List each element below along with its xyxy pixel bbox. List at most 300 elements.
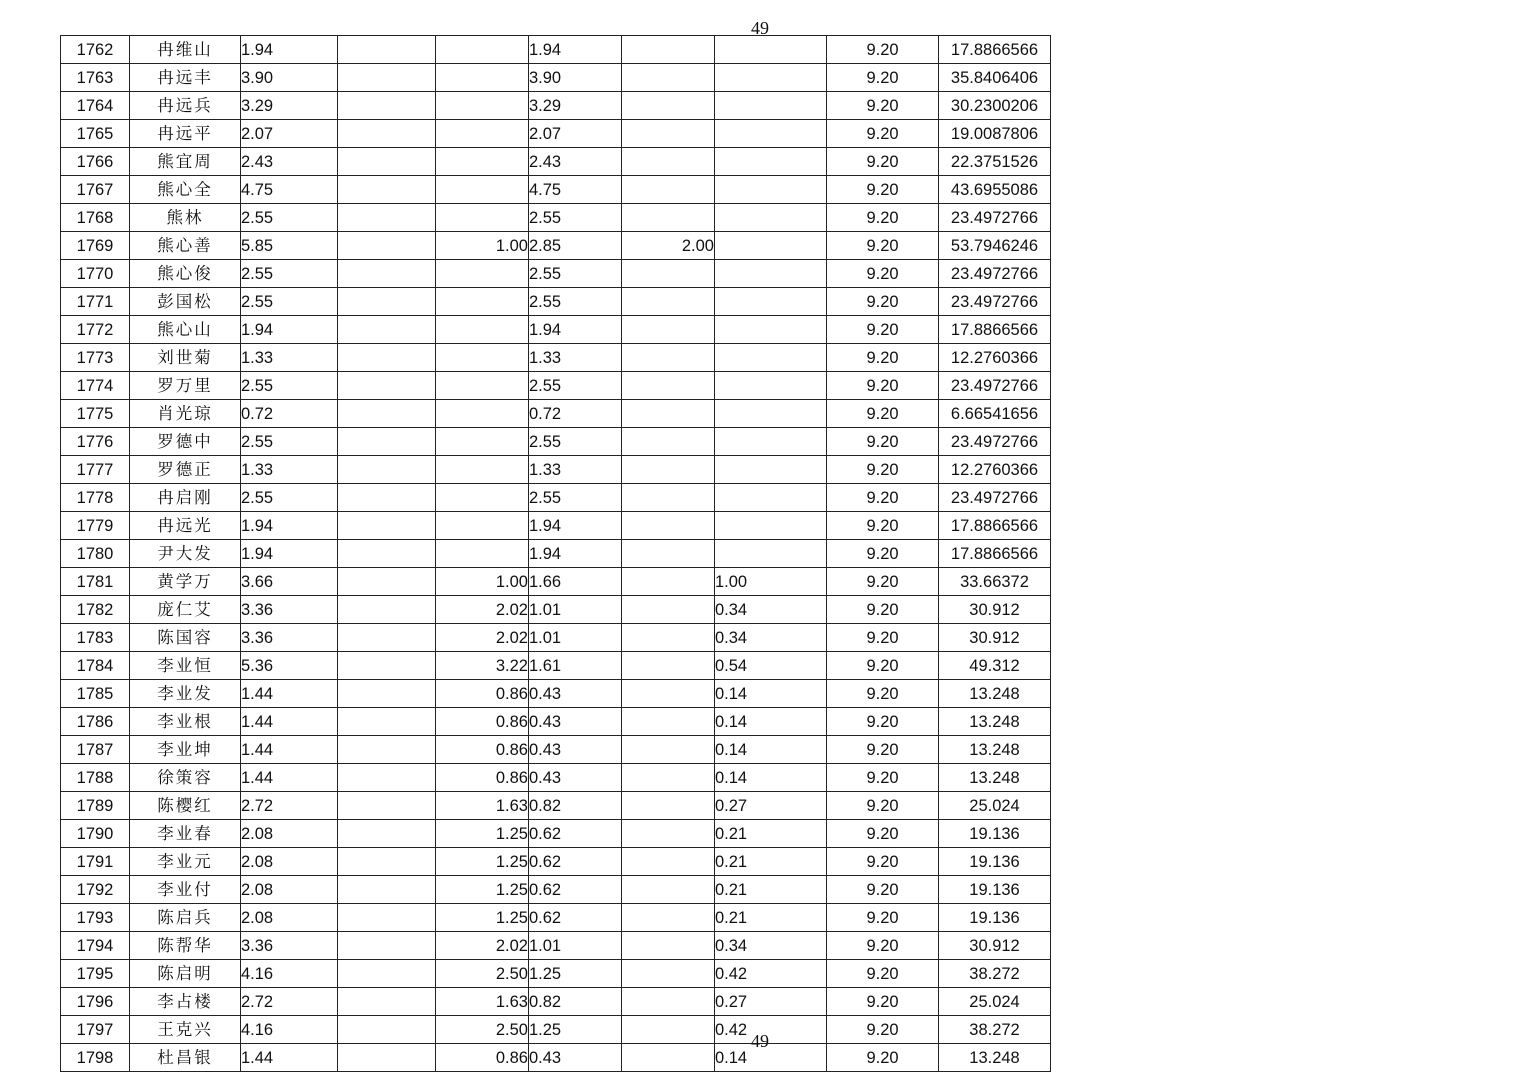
table-row [61, 652, 1051, 680]
row-col-a-cell [338, 680, 436, 708]
row-total-cell: 2.08 [241, 904, 338, 932]
row-col-b-cell [436, 260, 529, 288]
row-col-a-cell [338, 904, 436, 932]
row-col-d-cell [622, 568, 715, 596]
row-col-d-cell [622, 876, 715, 904]
row-col-e-cell: 0.14 [715, 708, 827, 736]
row-name-cell: 庞仁艾 [130, 596, 241, 624]
row-amount-cell: 23.4972766 [939, 372, 1051, 400]
row-price-cell: 9.20 [827, 624, 939, 652]
row-amount-cell: 13.248 [939, 764, 1051, 792]
row-col-d-cell [622, 540, 715, 568]
row-total-cell: 2.55 [241, 372, 338, 400]
row-price-cell: 9.20 [827, 540, 939, 568]
row-col-e-cell [715, 120, 827, 148]
row-id-cell: 1795 [61, 960, 130, 988]
row-name-cell: 熊林 [130, 204, 241, 232]
row-col-d-cell [622, 148, 715, 176]
row-col-d-cell [622, 512, 715, 540]
row-col-b-cell: 0.86 [436, 764, 529, 792]
table-row [61, 176, 1051, 204]
row-col-c-cell: 2.07 [529, 120, 622, 148]
row-col-a-cell [338, 652, 436, 680]
row-col-e-cell [715, 400, 827, 428]
row-col-c-cell: 2.55 [529, 484, 622, 512]
table-row [61, 792, 1051, 820]
row-amount-cell: 23.4972766 [939, 260, 1051, 288]
row-total-cell: 1.33 [241, 344, 338, 372]
row-col-d-cell [622, 316, 715, 344]
row-col-c-cell: 0.82 [529, 792, 622, 820]
row-col-e-cell: 0.27 [715, 792, 827, 820]
row-col-c-cell: 2.55 [529, 372, 622, 400]
row-col-c-cell: 1.25 [529, 1016, 622, 1044]
row-col-b-cell [436, 148, 529, 176]
row-col-b-cell: 2.50 [436, 960, 529, 988]
row-amount-cell: 38.272 [939, 960, 1051, 988]
row-col-a-cell [338, 400, 436, 428]
row-name-cell: 李业付 [130, 876, 241, 904]
table-row [61, 288, 1051, 316]
row-col-b-cell [436, 484, 529, 512]
row-total-cell: 1.33 [241, 456, 338, 484]
row-col-d-cell [622, 708, 715, 736]
row-col-b-cell: 0.86 [436, 708, 529, 736]
row-col-a-cell [338, 1044, 436, 1072]
row-amount-cell: 13.248 [939, 1044, 1051, 1072]
table-row [61, 540, 1051, 568]
row-amount-cell: 19.136 [939, 820, 1051, 848]
row-name-cell: 罗万里 [130, 372, 241, 400]
row-col-b-cell: 1.00 [436, 568, 529, 596]
row-price-cell: 9.20 [827, 848, 939, 876]
row-col-b-cell: 2.02 [436, 932, 529, 960]
row-amount-cell: 43.6955086 [939, 176, 1051, 204]
row-col-b-cell: 1.63 [436, 792, 529, 820]
row-col-d-cell [622, 764, 715, 792]
row-name-cell: 李业恒 [130, 652, 241, 680]
row-col-e-cell [715, 316, 827, 344]
row-col-b-cell: 2.02 [436, 624, 529, 652]
row-id-cell: 1779 [61, 512, 130, 540]
row-id-cell: 1798 [61, 1044, 130, 1072]
row-col-c-cell: 3.29 [529, 92, 622, 120]
row-amount-cell: 30.912 [939, 932, 1051, 960]
row-col-a-cell [338, 596, 436, 624]
row-total-cell: 2.08 [241, 848, 338, 876]
row-amount-cell: 30.912 [939, 596, 1051, 624]
row-col-a-cell [338, 540, 436, 568]
row-total-cell: 0.72 [241, 400, 338, 428]
row-col-d-cell [622, 680, 715, 708]
row-col-c-cell: 0.43 [529, 680, 622, 708]
row-col-d-cell [622, 288, 715, 316]
row-amount-cell: 38.272 [939, 1016, 1051, 1044]
row-col-a-cell [338, 960, 436, 988]
row-col-d-cell [622, 596, 715, 624]
row-price-cell: 9.20 [827, 736, 939, 764]
row-total-cell: 1.44 [241, 680, 338, 708]
row-id-cell: 1774 [61, 372, 130, 400]
row-col-e-cell [715, 148, 827, 176]
row-col-d-cell [622, 456, 715, 484]
row-name-cell: 陈帮华 [130, 932, 241, 960]
row-id-cell: 1785 [61, 680, 130, 708]
row-price-cell: 9.20 [827, 344, 939, 372]
row-amount-cell: 17.8866566 [939, 540, 1051, 568]
row-col-a-cell [338, 456, 436, 484]
row-col-a-cell [338, 64, 436, 92]
row-col-c-cell: 4.75 [529, 176, 622, 204]
row-price-cell: 9.20 [827, 652, 939, 680]
row-total-cell: 2.72 [241, 988, 338, 1016]
row-name-cell: 李业发 [130, 680, 241, 708]
row-price-cell: 9.20 [827, 176, 939, 204]
row-col-d-cell [622, 92, 715, 120]
row-col-c-cell: 2.55 [529, 288, 622, 316]
row-col-c-cell: 1.01 [529, 624, 622, 652]
table-row [61, 204, 1051, 232]
row-col-d-cell [622, 36, 715, 64]
row-name-cell: 冉启刚 [130, 484, 241, 512]
row-name-cell: 尹大发 [130, 540, 241, 568]
table-row [61, 316, 1051, 344]
ledger-table [60, 35, 1051, 1072]
table-row [61, 428, 1051, 456]
row-col-d-cell [622, 736, 715, 764]
row-price-cell: 9.20 [827, 820, 939, 848]
row-col-a-cell [338, 848, 436, 876]
row-col-d-cell [622, 904, 715, 932]
row-col-e-cell: 0.27 [715, 988, 827, 1016]
row-col-d-cell [622, 204, 715, 232]
row-price-cell: 9.20 [827, 988, 939, 1016]
row-price-cell: 9.20 [827, 204, 939, 232]
row-price-cell: 9.20 [827, 932, 939, 960]
row-col-a-cell [338, 876, 436, 904]
row-price-cell: 9.20 [827, 1044, 939, 1072]
row-total-cell: 2.55 [241, 260, 338, 288]
row-price-cell: 9.20 [827, 316, 939, 344]
row-price-cell: 9.20 [827, 64, 939, 92]
row-amount-cell: 13.248 [939, 736, 1051, 764]
row-name-cell: 冉远兵 [130, 92, 241, 120]
row-id-cell: 1764 [61, 92, 130, 120]
row-name-cell: 李业坤 [130, 736, 241, 764]
row-col-e-cell [715, 372, 827, 400]
row-total-cell: 1.44 [241, 1044, 338, 1072]
row-name-cell: 熊心俊 [130, 260, 241, 288]
row-col-c-cell: 1.01 [529, 596, 622, 624]
row-price-cell: 9.20 [827, 456, 939, 484]
row-col-b-cell [436, 92, 529, 120]
row-col-b-cell: 0.86 [436, 1044, 529, 1072]
page-number-bottom: 49 [751, 1031, 769, 1051]
row-id-cell: 1787 [61, 736, 130, 764]
row-col-a-cell [338, 988, 436, 1016]
row-col-e-cell [715, 288, 827, 316]
row-total-cell: 3.29 [241, 92, 338, 120]
row-total-cell: 3.36 [241, 624, 338, 652]
row-name-cell: 冉远光 [130, 512, 241, 540]
row-amount-cell: 25.024 [939, 792, 1051, 820]
row-price-cell: 9.20 [827, 232, 939, 260]
table-row [61, 372, 1051, 400]
row-id-cell: 1781 [61, 568, 130, 596]
row-price-cell: 9.20 [827, 92, 939, 120]
row-price-cell: 9.20 [827, 512, 939, 540]
row-col-d-cell [622, 848, 715, 876]
row-col-c-cell: 0.62 [529, 876, 622, 904]
row-col-a-cell [338, 708, 436, 736]
row-name-cell: 熊心山 [130, 316, 241, 344]
row-price-cell: 9.20 [827, 708, 939, 736]
row-total-cell: 2.43 [241, 148, 338, 176]
row-id-cell: 1792 [61, 876, 130, 904]
table-row [61, 260, 1051, 288]
row-col-d-cell [622, 988, 715, 1016]
row-col-d-cell [622, 176, 715, 204]
row-total-cell: 2.08 [241, 820, 338, 848]
row-name-cell: 罗德中 [130, 428, 241, 456]
table-row [61, 1016, 1051, 1044]
row-col-c-cell: 0.43 [529, 1044, 622, 1072]
row-price-cell: 9.20 [827, 876, 939, 904]
row-total-cell: 2.55 [241, 428, 338, 456]
row-name-cell: 杜昌银 [130, 1044, 241, 1072]
row-col-b-cell [436, 428, 529, 456]
row-price-cell: 9.20 [827, 680, 939, 708]
row-col-b-cell [436, 64, 529, 92]
row-total-cell: 4.16 [241, 960, 338, 988]
row-name-cell: 熊心善 [130, 232, 241, 260]
row-id-cell: 1782 [61, 596, 130, 624]
row-col-b-cell: 2.50 [436, 1016, 529, 1044]
table-row [61, 1044, 1051, 1072]
row-col-e-cell [715, 456, 827, 484]
table-row [61, 988, 1051, 1016]
row-price-cell: 9.20 [827, 428, 939, 456]
row-col-b-cell [436, 204, 529, 232]
row-col-a-cell [338, 624, 436, 652]
row-col-a-cell [338, 36, 436, 64]
row-id-cell: 1789 [61, 792, 130, 820]
row-total-cell: 2.55 [241, 288, 338, 316]
row-col-e-cell: 1.00 [715, 568, 827, 596]
row-col-e-cell: 0.21 [715, 848, 827, 876]
row-name-cell: 刘世菊 [130, 344, 241, 372]
row-col-d-cell [622, 120, 715, 148]
ledger-body [61, 36, 1051, 1072]
row-col-a-cell [338, 204, 436, 232]
row-col-c-cell: 2.55 [529, 204, 622, 232]
row-id-cell: 1772 [61, 316, 130, 344]
table-row [61, 568, 1051, 596]
row-col-c-cell: 2.43 [529, 148, 622, 176]
row-col-e-cell: 0.54 [715, 652, 827, 680]
row-col-b-cell: 3.22 [436, 652, 529, 680]
row-col-d-cell [622, 400, 715, 428]
row-name-cell: 陈启兵 [130, 904, 241, 932]
row-col-c-cell: 2.55 [529, 260, 622, 288]
row-total-cell: 2.72 [241, 792, 338, 820]
row-name-cell: 李占楼 [130, 988, 241, 1016]
row-price-cell: 9.20 [827, 764, 939, 792]
table-row [61, 624, 1051, 652]
row-col-d-cell [622, 960, 715, 988]
row-col-c-cell: 2.85 [529, 232, 622, 260]
row-col-c-cell: 1.94 [529, 36, 622, 64]
row-col-a-cell [338, 260, 436, 288]
row-price-cell: 9.20 [827, 568, 939, 596]
row-col-a-cell [338, 792, 436, 820]
table-row [61, 932, 1051, 960]
row-id-cell: 1773 [61, 344, 130, 372]
row-col-c-cell: 1.33 [529, 344, 622, 372]
row-amount-cell: 23.4972766 [939, 288, 1051, 316]
row-id-cell: 1775 [61, 400, 130, 428]
row-name-cell: 黄学万 [130, 568, 241, 596]
row-price-cell: 9.20 [827, 36, 939, 64]
row-id-cell: 1790 [61, 820, 130, 848]
row-col-b-cell [436, 540, 529, 568]
row-total-cell: 1.94 [241, 316, 338, 344]
row-col-b-cell [436, 316, 529, 344]
row-col-a-cell [338, 120, 436, 148]
row-total-cell: 2.07 [241, 120, 338, 148]
row-price-cell: 9.20 [827, 1016, 939, 1044]
row-amount-cell: 12.2760366 [939, 344, 1051, 372]
row-amount-cell: 13.248 [939, 680, 1051, 708]
row-col-a-cell [338, 428, 436, 456]
row-col-e-cell: 0.42 [715, 1016, 827, 1044]
row-col-b-cell [436, 372, 529, 400]
table-row [61, 484, 1051, 512]
row-col-e-cell [715, 36, 827, 64]
row-total-cell: 1.44 [241, 708, 338, 736]
row-name-cell: 熊宜周 [130, 148, 241, 176]
row-id-cell: 1766 [61, 148, 130, 176]
row-price-cell: 9.20 [827, 288, 939, 316]
row-col-d-cell [622, 792, 715, 820]
row-price-cell: 9.20 [827, 904, 939, 932]
row-id-cell: 1767 [61, 176, 130, 204]
row-id-cell: 1765 [61, 120, 130, 148]
row-id-cell: 1771 [61, 288, 130, 316]
row-col-a-cell [338, 148, 436, 176]
row-col-d-cell [622, 624, 715, 652]
row-total-cell: 4.75 [241, 176, 338, 204]
row-id-cell: 1762 [61, 36, 130, 64]
row-col-a-cell [338, 92, 436, 120]
row-col-a-cell [338, 932, 436, 960]
row-col-e-cell [715, 344, 827, 372]
row-id-cell: 1769 [61, 232, 130, 260]
row-col-d-cell [622, 932, 715, 960]
table-row [61, 876, 1051, 904]
row-col-d-cell [622, 64, 715, 92]
row-col-e-cell: 0.34 [715, 932, 827, 960]
row-total-cell: 3.36 [241, 932, 338, 960]
row-total-cell: 5.85 [241, 232, 338, 260]
row-price-cell: 9.20 [827, 120, 939, 148]
row-name-cell: 徐策容 [130, 764, 241, 792]
row-col-e-cell: 0.14 [715, 736, 827, 764]
row-total-cell: 3.36 [241, 596, 338, 624]
row-total-cell: 4.16 [241, 1016, 338, 1044]
row-amount-cell: 17.8866566 [939, 36, 1051, 64]
row-col-e-cell [715, 232, 827, 260]
row-col-e-cell: 0.21 [715, 876, 827, 904]
row-name-cell: 李业春 [130, 820, 241, 848]
row-col-c-cell: 1.25 [529, 960, 622, 988]
row-name-cell: 冉维山 [130, 36, 241, 64]
row-id-cell: 1791 [61, 848, 130, 876]
row-col-a-cell [338, 288, 436, 316]
row-col-a-cell [338, 344, 436, 372]
row-id-cell: 1784 [61, 652, 130, 680]
row-amount-cell: 19.0087806 [939, 120, 1051, 148]
row-col-e-cell [715, 92, 827, 120]
row-amount-cell: 19.136 [939, 848, 1051, 876]
row-col-b-cell [436, 512, 529, 540]
row-col-c-cell: 0.43 [529, 736, 622, 764]
row-col-b-cell: 1.63 [436, 988, 529, 1016]
row-col-b-cell [436, 288, 529, 316]
row-col-b-cell [436, 344, 529, 372]
row-col-c-cell: 0.72 [529, 400, 622, 428]
row-col-a-cell [338, 736, 436, 764]
row-name-cell: 陈国容 [130, 624, 241, 652]
table-row [61, 92, 1051, 120]
row-total-cell: 2.55 [241, 484, 338, 512]
row-name-cell: 王克兴 [130, 1016, 241, 1044]
row-amount-cell: 13.248 [939, 708, 1051, 736]
row-id-cell: 1796 [61, 988, 130, 1016]
row-name-cell: 冉远丰 [130, 64, 241, 92]
row-id-cell: 1797 [61, 1016, 130, 1044]
row-col-e-cell [715, 484, 827, 512]
row-col-e-cell [715, 260, 827, 288]
row-price-cell: 9.20 [827, 792, 939, 820]
table-row [61, 232, 1051, 260]
row-amount-cell: 17.8866566 [939, 512, 1051, 540]
row-col-b-cell: 2.02 [436, 596, 529, 624]
table-row [61, 344, 1051, 372]
row-amount-cell: 23.4972766 [939, 204, 1051, 232]
row-id-cell: 1763 [61, 64, 130, 92]
row-col-e-cell: 0.14 [715, 764, 827, 792]
row-col-c-cell: 1.61 [529, 652, 622, 680]
row-col-d-cell [622, 260, 715, 288]
row-id-cell: 1783 [61, 624, 130, 652]
row-name-cell: 彭国松 [130, 288, 241, 316]
row-amount-cell: 25.024 [939, 988, 1051, 1016]
row-col-e-cell: 0.21 [715, 904, 827, 932]
row-col-c-cell: 0.43 [529, 708, 622, 736]
row-col-e-cell [715, 428, 827, 456]
row-name-cell: 冉远平 [130, 120, 241, 148]
row-col-a-cell [338, 820, 436, 848]
row-total-cell: 5.36 [241, 652, 338, 680]
table-row [61, 708, 1051, 736]
row-col-b-cell: 1.25 [436, 848, 529, 876]
row-col-a-cell [338, 512, 436, 540]
row-total-cell: 2.08 [241, 876, 338, 904]
table-row [61, 456, 1051, 484]
row-total-cell: 1.44 [241, 764, 338, 792]
row-amount-cell: 53.7946246 [939, 232, 1051, 260]
